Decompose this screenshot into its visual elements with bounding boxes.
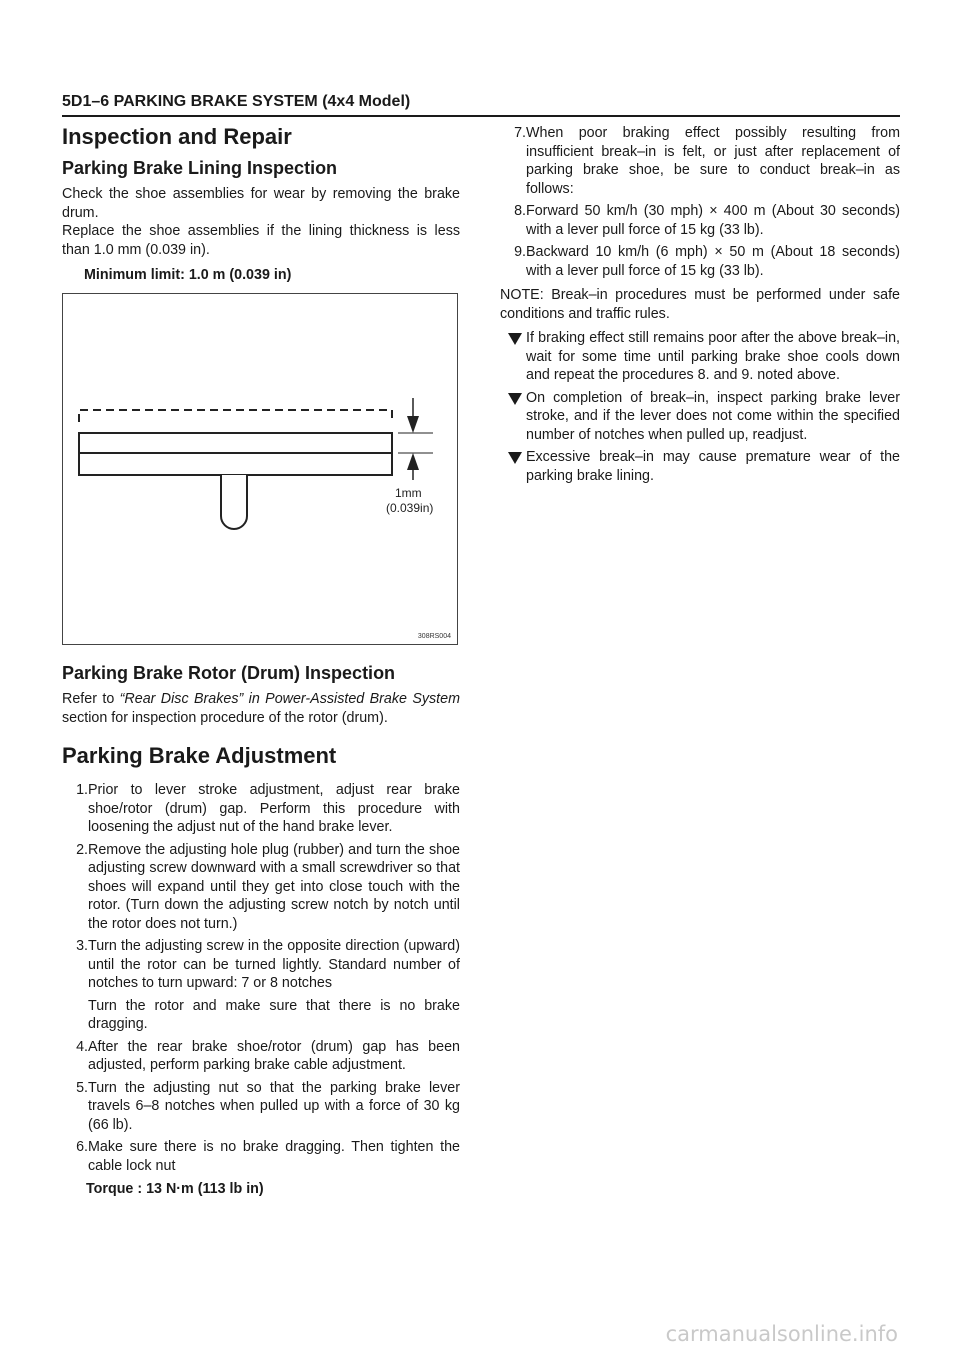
shoe-plate [79, 453, 392, 475]
rotor-text-post: section for inspection procedure of the rotor (drum). [62, 709, 388, 726]
adjustment-steps-1 [62, 781, 460, 993]
note-paragraph: NOTE: Break–in procedures must be performed under safe conditions and traffic rules. [500, 287, 900, 322]
step-text: Forward 50 km/h (30 mph) × 400 m (About 30 seconds) with a lever pull force of 15 kg (33 lb). [526, 203, 900, 238]
step-text: Backward 10 km/h (6 mph) × 50 m (About 18 seconds) with a lever pull force of 15 kg (33 lb). [526, 244, 900, 279]
step-number: 9. [514, 244, 526, 260]
bullet-item [500, 448, 900, 485]
step-item [500, 202, 900, 239]
break-in-steps [500, 124, 900, 280]
step-item [62, 781, 460, 837]
rotor-paragraph [62, 690, 460, 727]
lining-paragraph-1: Check the shoe assemblies for wear by removing the brake drum. [62, 186, 460, 221]
bullet-text: If braking effect still remains poor after the above break–in, wait for some time until parking brake shoe cools down and repeat the procedures 8. and 9. noted above. [526, 330, 900, 383]
subsection-title-lining: Parking Brake Lining Inspection [62, 158, 338, 178]
bullet-item [500, 389, 900, 445]
watermark: carmanualsonline.info [665, 1322, 898, 1346]
step-item [62, 1038, 460, 1075]
step-text: Prior to lever stroke adjustment, adjust rear brake shoe/rotor (drum) gap. Perform this procedure with loosening the adjust nut of the hand brake lever. [88, 782, 460, 835]
bullet-item [500, 329, 900, 385]
shoe-web [221, 475, 247, 529]
step-number: 4. [76, 1038, 88, 1055]
step-item [62, 1138, 460, 1175]
section-title-adjustment: Parking Brake Adjustment [62, 743, 337, 768]
step-number: 3. [76, 938, 88, 954]
arrow-up-head [407, 453, 419, 470]
arrow-down-head [407, 416, 419, 433]
page-header: 5D1–6 PARKING BRAKE SYSTEM (4x4 Model) [62, 93, 411, 110]
triangle-bullet-icon [508, 333, 522, 345]
step-text: Turn the adjusting nut so that the parking brake lever travels 6–8 notches when pulled up with a force of 30 kg (66 lb). [88, 1079, 460, 1133]
step-number: 6. [76, 1139, 88, 1155]
step-item [500, 243, 900, 280]
adjustment-steps-2 [62, 1038, 460, 1176]
header-rule [62, 115, 900, 117]
dimension-label-mm: 1mm [395, 486, 422, 500]
step-item [500, 124, 900, 198]
step-text: Remove the adjusting hole plug (rubber) and turn the shoe adjusting screw downward with a small screwdriver so that shoes will expand until they get into close touch with the rotor. (Turn down the adjusting screw notch by notch until the rotor does not turn.) [88, 841, 460, 932]
step-text: After the rear brake shoe/rotor (drum) gap has been adjusted, perform parking brake cable adjustment. [88, 1038, 460, 1073]
triangle-bullet-icon [508, 452, 522, 464]
minimum-limit-spec: Minimum limit: 1.0 m (0.039 in) [84, 267, 292, 283]
step-text: When poor braking effect possibly resulting from insufficient break–in is felt, or just after replacement of parking brake shoe, be sure to conduct break–in as follows: [526, 125, 900, 197]
step-item [62, 937, 460, 993]
step-item [62, 841, 460, 934]
lining-paragraph-2: Replace the shoe assemblies if the lining thickness is less than 1.0 mm (0.039 in). [62, 223, 460, 258]
section-title-inspection: Inspection and Repair [62, 124, 292, 149]
step-item [62, 1079, 460, 1135]
rotor-text-pre: Refer to [62, 691, 120, 707]
lining-layer [79, 433, 392, 453]
lining-thickness-figure [62, 293, 458, 645]
dashed-wear-outline [79, 410, 392, 422]
dimension-label-in: (0.039in) [386, 501, 434, 515]
bullet-text: On completion of break–in, inspect parking brake lever stroke, and if the lever does not come within the specified number of notches when pulled up, readjust. [526, 389, 900, 443]
right-column [500, 124, 900, 489]
step-text: Make sure there is no brake dragging. Then tighten the cable lock nut [88, 1139, 460, 1174]
step-number: 1. [76, 782, 88, 798]
left-column [62, 124, 460, 1197]
torque-spec: Torque : 13 N·m (113 lb in) [86, 1181, 264, 1197]
triangle-bullet-icon [508, 393, 522, 405]
step-number: 2. [76, 841, 88, 858]
step3-note: Turn the rotor and make sure that there is no brake dragging. [88, 997, 460, 1032]
step-text: Turn the adjusting screw in the opposite direction (upward) until the rotor can be turned lightly. Standard number of notches to turn upward: 7 or 8 notches [88, 938, 460, 991]
bullet-text: Excessive break–in may cause premature wear of the parking brake lining. [526, 449, 900, 484]
step-number: 5. [76, 1079, 88, 1096]
rotor-reference: “Rear Disc Brakes” in Power-Assisted Brake System [119, 691, 461, 707]
figure-caption: 308RS004 [417, 633, 451, 640]
step-number: 7. [514, 125, 526, 141]
lining-diagram [63, 294, 457, 644]
step-number: 8. [514, 203, 526, 219]
subsection-title-rotor: Parking Brake Rotor (Drum) Inspection [62, 663, 396, 683]
